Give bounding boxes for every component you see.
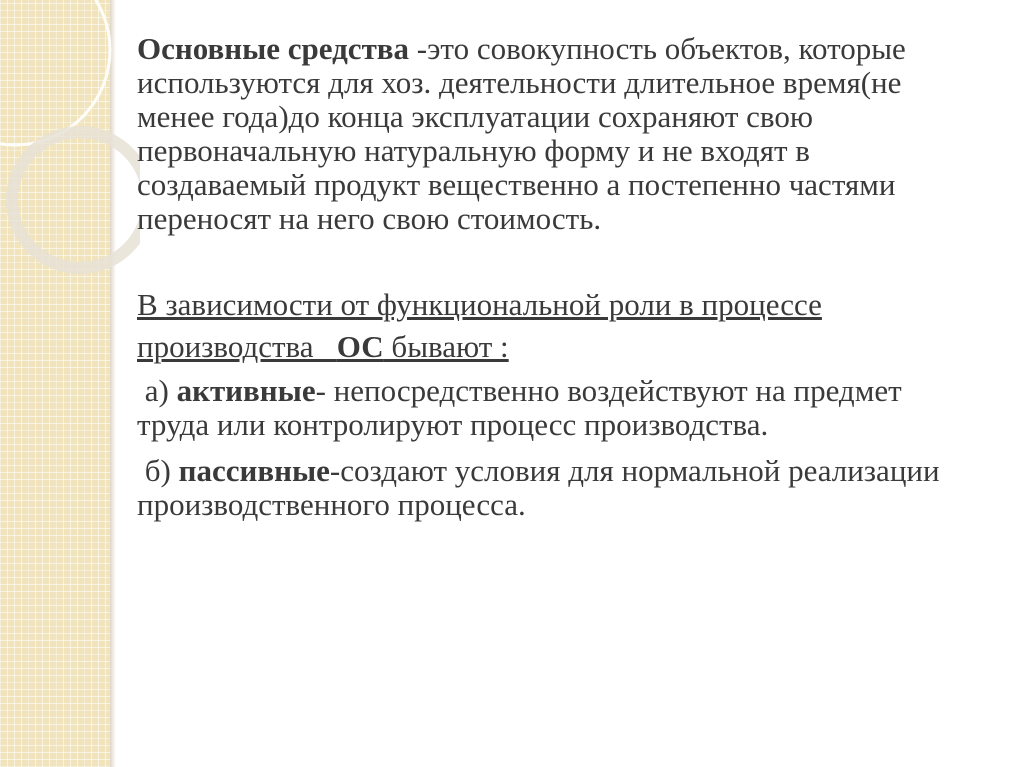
item-term: активные <box>176 373 316 408</box>
item-text: - непосредственно воздействуют на предмет труда или контролируют процесс производства. <box>137 373 902 442</box>
definition-text: -это совокупность объектов, которые используются для хоз. деятельности длительное время(не менее года)до конца эксплуатации сохраняют свою первоначальную натуральную форму и не входят в создаваемый продукт вещественно а постепенно частями переносят на него свою стоимость. <box>137 31 906 236</box>
item-term: пассивные <box>178 453 330 488</box>
decorative-rings <box>0 0 140 290</box>
classification-line-prefix: производства <box>137 329 337 364</box>
item-text: -создают условия для нормальной реализации производственного процесса. <box>137 453 940 522</box>
classification-line-suffix: бывают : <box>383 329 509 364</box>
list-item-passive <box>137 454 957 522</box>
slide-content <box>137 32 957 522</box>
ring-top <box>0 0 110 145</box>
item-prefix: б) <box>137 453 179 488</box>
classification-abbr: ОС <box>336 329 384 364</box>
item-prefix: а) <box>137 373 177 408</box>
classification-heading: В зависимости от функциональной роли в процессе <box>137 287 822 322</box>
definition-term: Основные средства <box>137 31 410 66</box>
definition-paragraph <box>137 32 957 236</box>
classification-line <box>137 330 957 364</box>
ring-bottom <box>12 132 140 268</box>
list-item-active <box>137 374 957 442</box>
